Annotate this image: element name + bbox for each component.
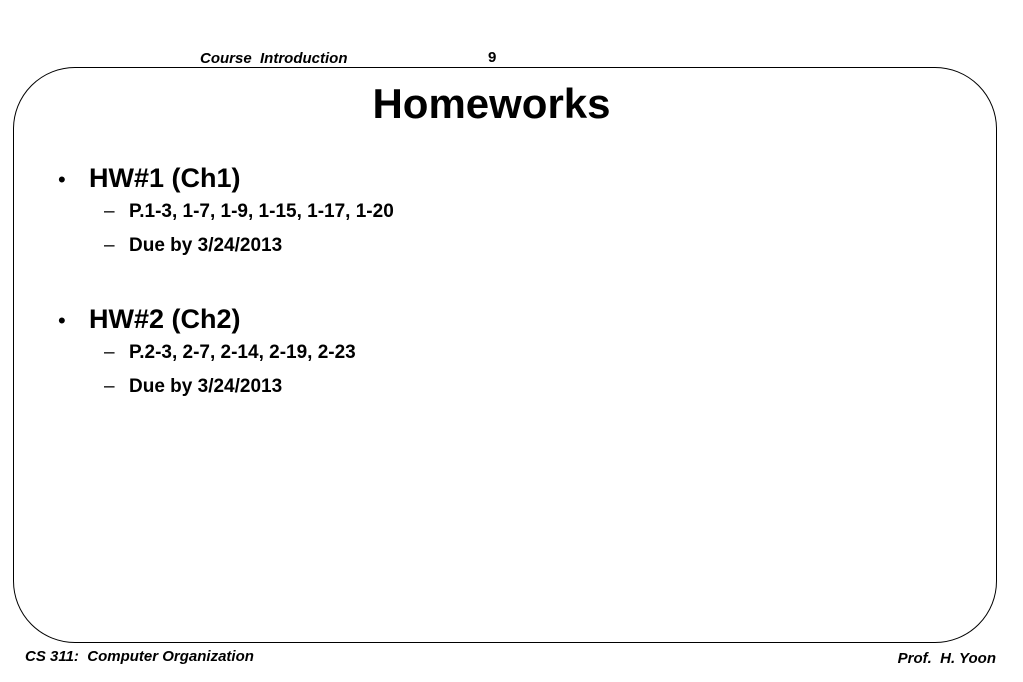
footer-course: CS 311: Computer Organization (25, 648, 254, 665)
homework-item-2 (58, 304, 356, 410)
homework-heading (58, 304, 356, 340)
slide-page-number: 9 (488, 49, 497, 66)
slide-title: Homeworks (372, 80, 611, 127)
homework-due (104, 376, 356, 410)
homework-item-1 (58, 163, 394, 269)
homework-problems-text: P.2-3, 2-7, 2-14, 2-19, 2-23 (129, 342, 356, 363)
dash-icon: – (104, 235, 115, 256)
homework-due-text: Due by 3/24/2013 (129, 235, 283, 256)
homework-problems (104, 342, 356, 376)
footer-instructor: Prof. H. Yoon (897, 650, 996, 667)
homework-due-text: Due by 3/24/2013 (129, 376, 283, 397)
homework-label: HW#1 (Ch1) (89, 163, 241, 193)
homework-label: HW#2 (Ch2) (89, 304, 241, 334)
dash-icon: – (104, 201, 115, 222)
homework-problems-text: P.1-3, 1-7, 1-9, 1-15, 1-17, 1-20 (129, 201, 394, 222)
slide-header-section: Course Introduction (200, 50, 348, 67)
homework-due (104, 235, 394, 269)
bullet-icon: • (58, 167, 66, 192)
bullet-icon: • (58, 308, 66, 333)
dash-icon: – (104, 342, 115, 363)
homework-heading (58, 163, 394, 199)
dash-icon: – (104, 376, 115, 397)
homework-problems (104, 201, 394, 235)
